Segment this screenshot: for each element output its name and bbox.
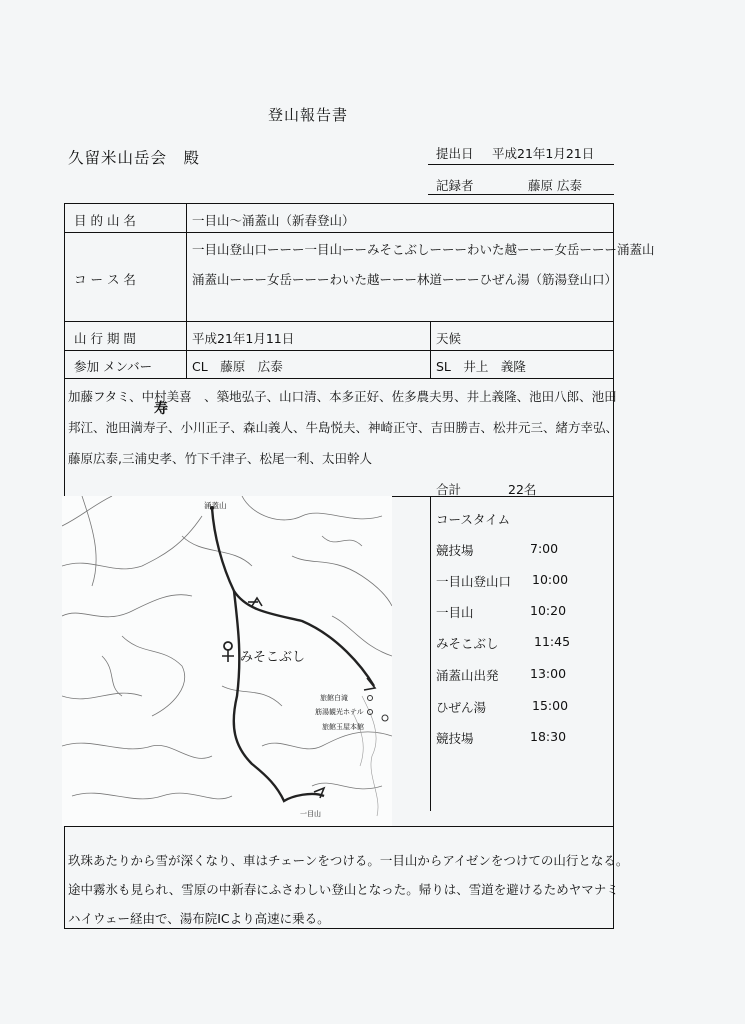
course-time-place: 一目山登山口 (436, 574, 512, 589)
course-time-place: ひぜん湯 (436, 700, 487, 715)
course-time-place: 一目山 (436, 605, 474, 620)
target-label: 目 的 山 名 (74, 213, 136, 228)
weather-label: 天候 (436, 331, 462, 346)
map-label-sujiyu-hotel: 筋湯観光ホテル (315, 708, 364, 716)
addressee: 久留米山岳会 殿 (68, 149, 201, 167)
recorder-label: 記録者 (436, 178, 474, 193)
course-time-value: 18:30 (530, 729, 567, 744)
course-label: コ ー ス 名 (74, 272, 136, 287)
members-list-line-3: 藤原広泰,三浦史孝、竹下千津子、松尾一利、太田幹人 (68, 451, 372, 466)
course-time-value: 7:00 (530, 541, 559, 556)
map-label-hotel-shirataki: 旅館白滝 (320, 694, 348, 702)
members-label: 参加 メンバー (74, 359, 153, 374)
report-line-2: 途中霧氷も見られ、雪原の中新春にふさわしい登山となった。帰りは、雪道を避けるためヤマナミ (68, 882, 619, 897)
course-time-value: 13:00 (530, 666, 567, 681)
report-line-1: 玖珠あたりから雪が深くなり、車はチェーンをつける。一目山からアイゼンをつけての山行となる。 (68, 853, 629, 868)
course-time-place: 涌蓋山出発 (436, 668, 499, 683)
map-label-tamaya: 旅館玉屋本館 (322, 723, 364, 731)
period-label: 山 行 期 間 (74, 331, 136, 346)
map-label-start: 一目山 (300, 810, 321, 818)
sl-name: SL 井上 義隆 (436, 359, 526, 374)
submission-date: 平成21年1月21日 (492, 146, 595, 161)
course-time-value: 15:00 (532, 698, 569, 713)
course-time-heading: コースタイム (436, 512, 511, 527)
map-label-misokobushi: みそこぶし (240, 650, 306, 665)
period-value: 平成21年1月11日 (192, 331, 295, 346)
total-value: 22名 (508, 482, 537, 497)
course-time-place: 競技場 (436, 731, 474, 746)
report-title: 登山報告書 (268, 106, 349, 124)
course-time-value: 10:00 (532, 572, 569, 587)
course-line-1: 一目山登山口ーーー一目山ーーみそこぶしーーーわいた越ーーー女岳ーーー涌蓋山 (192, 242, 655, 257)
course-time-value: 10:20 (530, 603, 567, 618)
cl-name: CL 藤原 広泰 (192, 359, 283, 374)
route-map-drawing (62, 496, 392, 826)
handwritten-correction: 寿 (154, 401, 168, 417)
members-list-line-1: 加藤フタミ、中村美喜 、築地弘子、山口清、本多正好、佐多農夫男、井上義隆、池田八郎、池田 (68, 389, 617, 404)
members-list-line-2: 邦江、池田満寿子、小川正子、森山義人、牛島悦夫、神崎正守、吉田勝吉、松井元三、緒方幸弘、 (68, 420, 619, 435)
course-time-value: 11:45 (534, 634, 571, 649)
map-label-summit: 涌蓋山 (204, 501, 227, 510)
course-time-place: 競技場 (436, 543, 474, 558)
recorder-name: 藤原 広泰 (528, 178, 582, 193)
course-line-2: 涌蓋山ーーー女岳ーーーわいた越ーーー林道ーーーひぜん湯（筋湯登山口） (192, 272, 618, 287)
report-line-3: ハイウェー経由で、湯布院ICより高速に乗る。 (68, 911, 330, 926)
total-label: 合計 (436, 482, 462, 497)
target-value: 一目山～涌蓋山（新春登山） (192, 213, 355, 228)
course-time-place: みそこぶし (436, 636, 499, 651)
submission-label: 提出日 (436, 146, 474, 161)
route-map (62, 496, 392, 826)
